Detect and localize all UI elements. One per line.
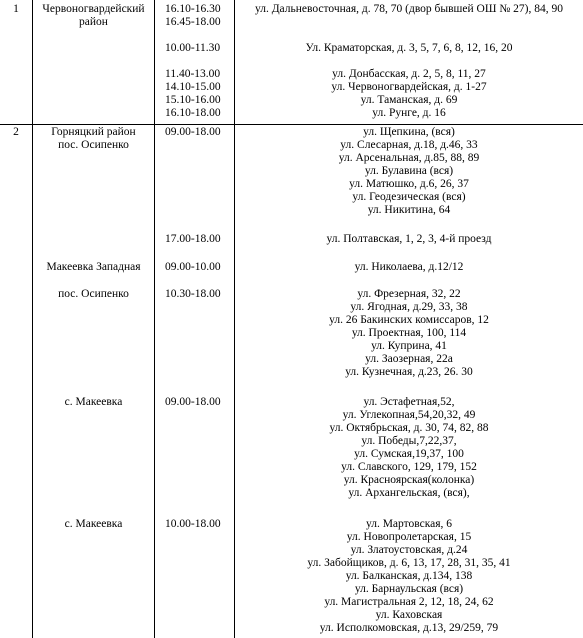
- street-line: ул. Никитина, 64: [367, 204, 451, 216]
- street-line: ул. Заозерная, 22а: [365, 353, 453, 365]
- street-line: ул. Барнаульская (вся): [354, 583, 464, 595]
- time-slot: 16.45-18.00: [165, 16, 221, 28]
- grid-line: [154, 0, 155, 638]
- street-line: ул. Мартовская, 6: [365, 518, 453, 530]
- district-name: район: [79, 16, 108, 28]
- street-line: ул. Новопролетарская, 15: [346, 531, 472, 543]
- time-slot: 16.10-16.30: [165, 3, 221, 15]
- street-line: ул. Булавина (вся): [364, 165, 454, 177]
- time-slot: 17.00-18.00: [165, 233, 221, 245]
- street-line: ул. Ягодная, д.29, 33, 38: [350, 301, 468, 313]
- street-line: ул. Рунге, д. 16: [372, 107, 446, 119]
- street-line: ул. Дальневосточная, д. 78, 70 (двор бывшей ОШ № 27), 84, 90: [254, 3, 563, 15]
- street-line: ул. Славского, 129, 179, 152: [341, 461, 477, 473]
- street-line: ул. Эстафетная,52,: [363, 396, 455, 408]
- district-name: Макеевка Западная: [46, 261, 141, 273]
- time-slot: 15.10-16.00: [165, 94, 221, 106]
- street-line: ул. Донбасская, д. 2, 5, 8, 11, 27: [332, 68, 486, 80]
- district-name: с. Макеевка: [64, 518, 123, 530]
- street-line: ул. Щепкина, (вся): [363, 126, 455, 138]
- street-line: ул. Архангельская, (вся),: [348, 487, 470, 499]
- district-name: Горняцкий район: [51, 126, 136, 138]
- street-line: ул. Проектная, 100, 114: [351, 327, 467, 339]
- street-line: ул. Кузнечная, д.23, 26. 30: [345, 366, 473, 378]
- district-name: Червоногвардейский: [42, 3, 145, 15]
- street-line: ул. Червоногвардейская, д. 1-27: [331, 81, 487, 93]
- street-line: ул. Фрезерная, 32, 22: [357, 288, 461, 300]
- row-number: 1: [13, 3, 19, 15]
- street-line: ул. 26 Бакинских комиссаров, 12: [329, 314, 489, 326]
- time-slot: 09.00-18.00: [165, 396, 221, 408]
- time-slot: 16.10-18.00: [165, 107, 221, 119]
- street-line: ул. Балканская, д.134, 138: [345, 570, 473, 582]
- street-line: Ул. Краматорская, д. 3, 5, 7, 6, 8, 12, 16, 20: [305, 42, 513, 54]
- time-slot: 10.00-18.00: [165, 518, 221, 530]
- time-slot: 14.10-15.00: [165, 81, 221, 93]
- street-line: ул. Красноярская(колонка): [343, 474, 475, 486]
- street-line: ул. Матюшко, д.6, 26, 37: [349, 178, 469, 190]
- street-line: ул. Таманская, д. 69: [360, 94, 458, 106]
- street-line: ул. Сумская,19,37, 100: [354, 448, 464, 460]
- street-line: ул. Магистральная 2, 12, 18, 24, 62: [324, 596, 494, 608]
- street-line: ул. Геодезическая (вся): [352, 191, 466, 203]
- row-number: 2: [13, 126, 19, 138]
- time-slot: 11.40-13.00: [165, 68, 221, 80]
- district-name: с. Макеевка: [64, 396, 123, 408]
- street-line: ул. Николаева, д.12/12: [354, 261, 464, 273]
- street-line: ул. Исполкомовская, д.13, 29/259, 79: [319, 622, 499, 634]
- district-name: пос. Осипенко: [58, 139, 129, 151]
- street-line: ул. Забойщиков, д. 6, 13, 17, 28, 31, 35, 41: [307, 557, 511, 569]
- time-slot: 10.30-18.00: [165, 288, 221, 300]
- time-slot: 10.00-11.30: [165, 42, 221, 54]
- street-line: ул. Арсенальная, д.85, 88, 89: [338, 152, 480, 164]
- street-line: ул. Полтавская, 1, 2, 3, 4-й проезд: [326, 233, 492, 245]
- street-line: ул. Октябрьская, д. 30, 74, 82, 88: [329, 422, 489, 434]
- grid-line: [0, 124, 583, 125]
- district-name: пос. Осипенко: [58, 288, 129, 300]
- street-line: ул. Каховская: [375, 609, 443, 621]
- street-line: ул. Куприна, 41: [371, 340, 447, 352]
- street-line: ул. Углекопная,54,20,32, 49: [342, 409, 476, 421]
- time-slot: 09.00-10.00: [165, 261, 221, 273]
- street-line: ул. Златоустовская, д.24: [350, 544, 468, 556]
- grid-line: [32, 0, 33, 638]
- time-slot: 09.00-18.00: [165, 126, 221, 138]
- street-line: ул. Победы,7,22,37,: [361, 435, 457, 447]
- street-line: ул. Слесарная, д.18, д.46, 33: [340, 139, 478, 151]
